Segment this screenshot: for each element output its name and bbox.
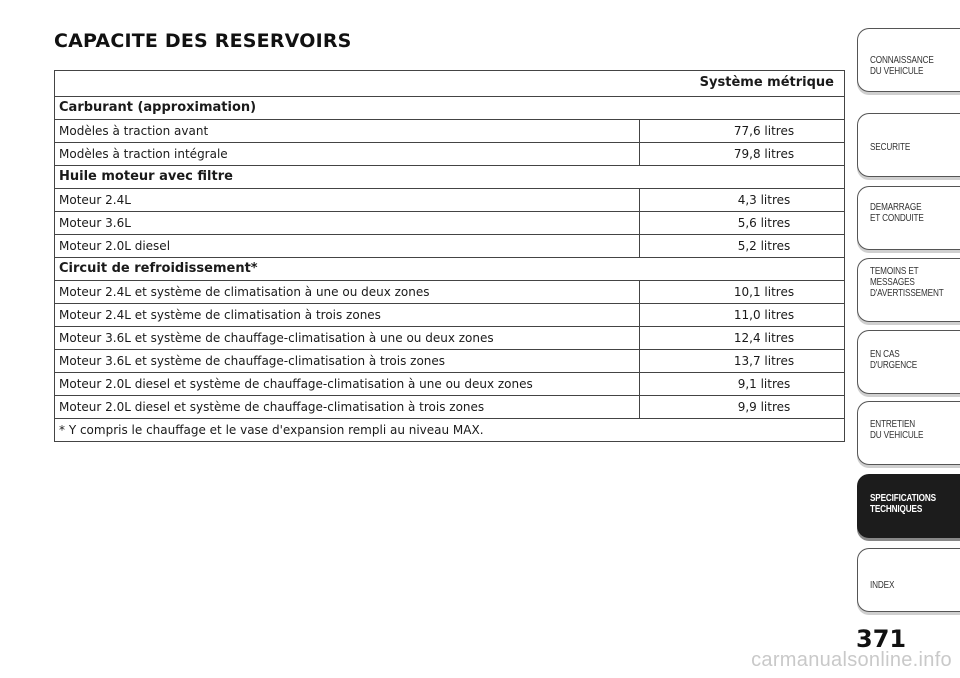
tab-label: DEMARRAGE ET CONDUITE bbox=[870, 201, 924, 224]
tab-chapter[interactable] bbox=[857, 113, 960, 177]
row-value: 9,1 litres bbox=[640, 373, 845, 396]
tab-chapter[interactable] bbox=[857, 186, 960, 250]
capacity-table bbox=[54, 70, 845, 442]
footnote: * Y compris le chauffage et le vase d'expansion rempli au niveau MAX. bbox=[55, 419, 845, 442]
page-number: 371 bbox=[856, 625, 907, 653]
table-row bbox=[55, 373, 845, 396]
tab-chapter[interactable] bbox=[857, 548, 960, 612]
tab-chapter[interactable] bbox=[857, 474, 960, 538]
row-label: Moteur 2.0L diesel et système de chauffage-climatisation à une ou deux zones bbox=[55, 373, 640, 396]
tab-label: INDEX bbox=[870, 579, 895, 591]
row-value: 79,8 litres bbox=[640, 143, 845, 166]
tab-chapter[interactable] bbox=[857, 28, 960, 92]
table-row bbox=[55, 350, 845, 373]
table-row bbox=[55, 396, 845, 419]
section-title: Carburant (approximation) bbox=[55, 97, 845, 120]
row-label: Moteur 2.4L et système de climatisation à trois zones bbox=[55, 304, 640, 327]
row-label: Modèles à traction avant bbox=[55, 120, 640, 143]
row-label: Moteur 3.6L et système de chauffage-climatisation à une ou deux zones bbox=[55, 327, 640, 350]
tab-chapter[interactable] bbox=[857, 330, 960, 394]
tab-label: EN CAS D'URGENCE bbox=[870, 348, 918, 371]
capacity-table-body bbox=[55, 71, 845, 442]
tab-label: TEMOINS ET MESSAGES D'AVERTISSEMENT bbox=[870, 265, 944, 299]
row-value: 12,4 litres bbox=[640, 327, 845, 350]
table-row bbox=[55, 189, 845, 212]
table-row bbox=[55, 327, 845, 350]
row-value: 5,6 litres bbox=[640, 212, 845, 235]
row-value: 11,0 litres bbox=[640, 304, 845, 327]
tab-label: CONNAISSANCE DU VEHICULE bbox=[870, 54, 934, 77]
footnote-row bbox=[55, 419, 845, 442]
section-title: Circuit de refroidissement* bbox=[55, 258, 845, 281]
table-row bbox=[55, 281, 845, 304]
table-row bbox=[55, 212, 845, 235]
row-value: 5,2 litres bbox=[640, 235, 845, 258]
section-row bbox=[55, 258, 845, 281]
section-row bbox=[55, 97, 845, 120]
watermark: carmanualsonline.info bbox=[751, 649, 952, 671]
row-label: Moteur 2.4L et système de climatisation à une ou deux zones bbox=[55, 281, 640, 304]
table-row bbox=[55, 143, 845, 166]
row-label: Moteur 2.4L bbox=[55, 189, 640, 212]
page-title: CAPACITE DES RESERVOIRS bbox=[54, 30, 352, 52]
row-label: Moteur 3.6L bbox=[55, 212, 640, 235]
row-label: Moteur 3.6L et système de chauffage-climatisation à trois zones bbox=[55, 350, 640, 373]
row-label: Moteur 2.0L diesel bbox=[55, 235, 640, 258]
row-value: 10,1 litres bbox=[640, 281, 845, 304]
table-header-cell: Système métrique bbox=[55, 71, 845, 97]
section-title: Huile moteur avec filtre bbox=[55, 166, 845, 189]
row-label: Modèles à traction intégrale bbox=[55, 143, 640, 166]
table-row bbox=[55, 120, 845, 143]
tab-label: SECURITE bbox=[870, 141, 911, 153]
table-header-row bbox=[55, 71, 845, 97]
row-value: 13,7 litres bbox=[640, 350, 845, 373]
table-row bbox=[55, 235, 845, 258]
row-label: Moteur 2.0L diesel et système de chauffage-climatisation à trois zones bbox=[55, 396, 640, 419]
row-value: 4,3 litres bbox=[640, 189, 845, 212]
tab-label: SPECIFICATIONS TECHNIQUES bbox=[870, 492, 936, 515]
row-value: 9,9 litres bbox=[640, 396, 845, 419]
row-value: 77,6 litres bbox=[640, 120, 845, 143]
tab-label: ENTRETIEN DU VEHICULE bbox=[870, 418, 924, 441]
tab-chapter[interactable] bbox=[857, 258, 960, 322]
table-row bbox=[55, 304, 845, 327]
section-row bbox=[55, 166, 845, 189]
tab-chapter[interactable] bbox=[857, 401, 960, 465]
